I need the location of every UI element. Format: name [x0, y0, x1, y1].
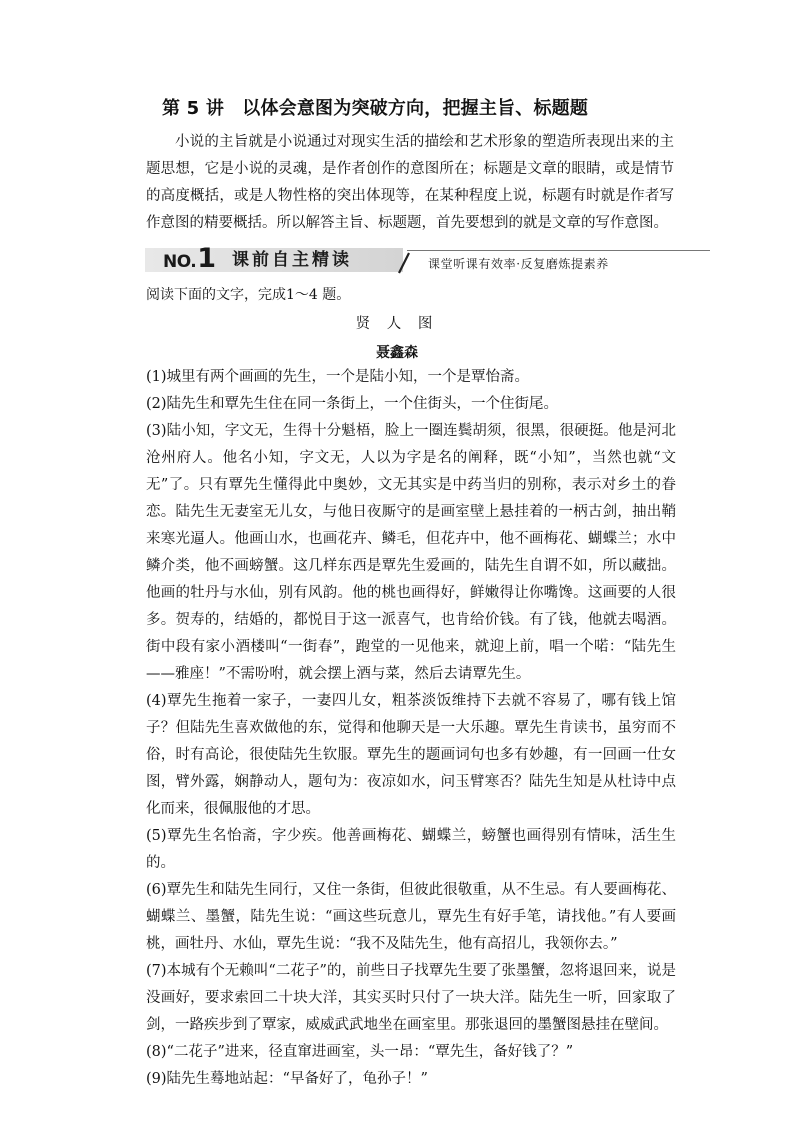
- banner-label: 课前自主精读: [232, 250, 352, 270]
- banner-no-text: NO.: [163, 252, 197, 272]
- story-paragraph-4: (4)覃先生拖着一家子，一妻四儿女，粗茶淡饭维持下去就不容易了，哪有钱上馆子？但陆先生喜欢做他的东，觉得和他聊天是一大乐趣。覃先生肯读书，虽穷而不俗，时有高论，很使陆先生钦服。覃先生的题画词句也多有妙趣，有一回画一仕女图，臂外露，娴静动人，题句为：夜凉如水，问玉臂寒否？陆先生知是从杜诗中点化而来，很佩服他的才思。: [146, 693, 676, 817]
- story-paragraph-1: (1)城里有两个画画的先生，一个是陆小知，一个是覃怡斋。: [146, 369, 530, 385]
- section-banner: [145, 243, 710, 274]
- story-paragraph-9: (9)陆先生蓦地站起：“早备好了，龟孙子！”: [146, 1071, 428, 1087]
- story-title: 贤 人 图: [355, 316, 439, 332]
- story-paragraph-3: (3)陆小知，字文无，生得十分魁梧，脸上一圈连鬓胡须，很黑，很硬挺。他是河北沧州府人。他名小知，字文无，人以为字是名的阐释，既“小知”，当然也就“文无”了。只有覃先生懂得此中奥妙，文无其实是中药当归的别称，表示对乡土的眷恋。陆先生无妻室无儿女，与他日夜厮守的是画室壁上悬挂着的一柄古剑，抽出鞘来寒光逼人。他画山水，也画花卉、鳞毛，但花卉中，他不画梅花、蝴蝶兰；水中鳞介类，他不画螃蟹。这几样东西是覃先生爱画的，陆先生自谓不如，所以藏拙。他画的牡丹与水仙，别有风韵。他的桃也画得好，鲜嫩得让你嘴馋。这画要的人很多。贺寿的，结婚的，都悦目于这一派喜气，也肯给价钱。有了钱，他就去喝酒。街中段有家小酒楼叫“一街春”，跑堂的一见他来，就迎上前，唱一个喏：“陆先生——雅座！”不需吩咐，就会摆上酒与菜，然后去请覃先生。: [146, 423, 676, 682]
- intro-paragraph: 小说的主旨就是小说通过对现实生活的描绘和艺术形象的塑造所表现出来的主题思想，它是小说的灵魂，是作者创作的意图所在；标题是文章的眼睛，或是情节的高度概括，或是人物性格的突出体现等，在某种程度上说，标题有时就是作者写作意图的精要概括。所以解答主旨、标题题，首先要想到的就是文章的写作意图。: [146, 134, 674, 231]
- story-body: [146, 364, 676, 1093]
- reading-instruction: 阅读下面的文字，完成1～4 题。: [146, 287, 351, 303]
- lesson-title: 第 5 讲 以体会意图为突破方向，把握主旨、标题题: [162, 98, 589, 119]
- story-paragraph-2: (2)陆先生和覃先生住在同一条街上，一个住街头，一个住街尾。: [146, 396, 559, 412]
- story-paragraph-7: (7)本城有个无赖叫“二花子”的，前些日子找覃先生要了张墨蟹，忽将退回来，说是没画好，要求索回二十块大洋，其实买时只付了一块大洋。陆先生一听，回家取了剑，一路疾步到了覃家，威威武武地坐在画室里。那张退回的墨蟹图悬挂在壁间。: [146, 963, 676, 1033]
- story-paragraph-8: (8)“二花子”进来，径直窜进画室，头一昂：“覃先生，备好钱了？”: [146, 1044, 574, 1060]
- banner-number: [163, 243, 217, 274]
- story-paragraph-6: (6)覃先生和陆先生同行，又住一条街，但彼此很敬重，从不生忌。有人要画梅花、蝴蝶兰、墨蟹，陆先生说：“画这些玩意儿，覃先生有好手笔，请找他。”有人要画桃，画牡丹、水仙，覃先生说：“我不及陆先生，他有高招儿，我领你去。”: [146, 882, 676, 952]
- banner-rule: [407, 250, 710, 251]
- slash-divider-icon: [397, 252, 411, 274]
- banner-no-num: 1: [197, 243, 217, 274]
- story-author: 聂鑫森: [376, 345, 418, 361]
- banner-subtitle: 课堂听课有效率·反复磨炼提素养: [428, 257, 609, 271]
- story-paragraph-5: (5)覃先生名怡斋，字少疾。他善画梅花、蝴蝶兰，螃蟹也画得别有情味，活生生的。: [146, 828, 676, 871]
